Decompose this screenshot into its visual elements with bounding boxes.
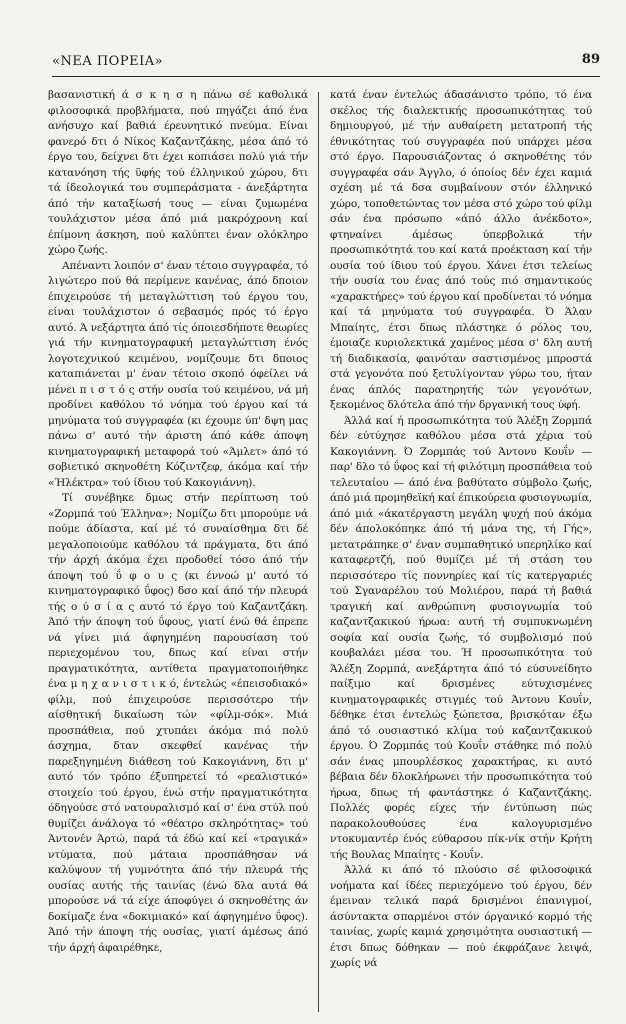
paragraph: Άλλά καί ή προσωπικότητα τού Άλέξη Ζορμπά δέν εύτύχησε καθόλου μέσα στά χέρια τού Κακογιάννη. Ό Ζορμπάς τού Άντονυ Κουΐν — παρ' δλο τό ΰφος καί τή φιλότιμη προσπάθεια τού τελευταίου — άπό ένα βαθύτατο σύμβολο ζωής, άπό μιά προμηθεϊκή καί έπικούρεια φυσιογνωμία, άπό μιά «άκατέργαστη μεγάλη ψυχή πού άκόμα δέν άπολοκόπηκε άπό τή μάνα της, τή Γής», μετατράπηκε σ' έναν συμπαθητικό υπερηλίκο καί καταφερτζή, πού θυμίζει μέ τή στάση του περισσότερο τίς ποννηρίες καί τίς κατεργαριές τού Σγαναρέλου τού Μολιέρου, παρά τή βαθιά τραγική καί ανθρώπινη φυσιογνωμία τού καζαντζακικού ήρωα: αυτή τή συμπυκνωμένη σοφία καί ουσία ζωής, τό συμβολισμό πού κουβαλάει μέσα του. Ή προσωπικότητα τού Άλέξη Ζορμπά, ανεξάρτητα άπό τό εύσυνείδητο παίξιμο καί δρισμένες εύτυχισμένες κινηματογραφικές στιγμές τού Άντονυ Κουΐν, δέθηκε έτσι έντελώς ξώπετσα, βρισκόταν έξω άπό τό ουσιαστικό κλίμα τού καζαντζακικού έργου. Ό Ζορμπάς τού Κουΐν στάθηκε πιό πολύ σάν ένας μπουρλέσκος χαρακτήρας, κι αυτό βέβαια δέν δλοκλήρωνει τήν προσωπικότητα τού ήρωα, δπως τή φαντάστηκε ό Καζαντζάκης. Πολλές φορές είχες τήν έντύπωση πώς παρακολουθούσες ένα καλογυρισμένο ντοκυμαντέρ ένός εύθαρσου πίκ-νίκ στήν Κρήτη τής Βουλας Μπαίητς - Κουΐν. — [330, 414, 592, 861]
header-rule — [52, 76, 600, 77]
running-head — [52, 44, 600, 74]
paragraph: Άλλά κι άπό τό πλούσιο σέ φιλοσοφικά νοήματα καί ίδέες περιεχόμενο τού έργου, δέν έμειναν τελικά παρά δρισμένοι έπανιγμοί, άσύντακτα σπαρμένοι στόν όργανικό κορμό τής ταινίας, χωρίς καμιά χρησιμότητα ουσιαστική — έτσι δπως δόθηκαν — πού έκφράζανε λειψά, χωρίς νά — [330, 864, 592, 969]
paragraph: Τί συνέβηκε δμως στήν περίπτωση τού «Ζορμπά τού Έλληνα»; Νομίζω δτι μπορούμε νά πούμε άδίαστα, καί μέ τό συναίσθημα δτι δέ μεγαλοποιούμε καθόλου τά πράγματα, δτι άπό τήν άρχή άκόμα έχει προδοθεί τόσο άπό τήν άποψη τού ΰ φ ο υ ς (κι έννοώ μ' αυτό τό κινηματογραφικό ΰφος) δσο καί άπό τήν πλευρά τής ο ύ σ ί α ς αυτό τό έργο τού Καζαντζάκη. Άπό τήν άποψη τού ΰφους, γιατί ένώ θά έπρεπε νά γίνει μιά άφηγημένη παρουσίαση τού περιεχομένου του, δπως καί είναι στήν πραγματικότητα, αντίθετα πραγματοποιήθηκε ένα μ η χ α ν ι σ τ ι κ ό, έντελώς «έπεισοδιακό» φίλμ, πού έπιχειρούσε περισσότερο τήν αίσθητική δικαίωση τών «φίλμ-σόκ». Μιά προσπάθεια, πού χτυπάει άκόμα πιό πολύ άσχημα, δταν σκεφθεί κανένας τήν παρεξηγημένη διάθεση τού Κακογιάννη, δτι μ' αυτό τόν τρόπο έξυπηρετεί τό «ρεαλιστικό» στοιχείο τού έργου, ένώ στήν πραγματικότητα όδηγούσε στό νατουραλισμό καί σ' ένα στύλ πού θυμίζει άνάλογα τό «θέατρο σκληρότητας» τού Άντονέν Άρτώ, παρά τά έδώ καί κεί «τραγικά» ντύματα, πού μάταια προσπάθησαν νά καλύψουν τή γυμνότητα άπό τήν πλευρά τής ουσίας αυτής τής ταινίας (ένώ δλα αυτά θά μπορούσε νά τά είχε άποφύγει ό σκηνοθέτης άν δοκίμαζε ένα «δοκιμιακό» καί άφηγημένο ΰφος). Άπό τήν άποψη τής ουσίας, γιατί άμέσως άπό τήν άρχή άφαιρέθηκε, — [48, 492, 308, 954]
journal-title: «ΝΕΑ ΠΟΡΕΙΑ» — [52, 54, 164, 69]
column-rule — [318, 92, 319, 1012]
page-number: 89 — [581, 52, 600, 67]
left-column — [48, 88, 308, 956]
paragraph: βασανιστική ά σ κ η σ η πάνω σέ καθολικά φιλοσοφικά προβλήματα, πού πηγάζει άπό ένα ανήσυχο καί βαθιά έρευνητικό πνεύμα. Είναι φανερό δτι ό Νίκος Καζαντζάκης, μέσα άπό τό έργο του, δείχνει δτι έχει κοπιάσει πολύ γιά τήν κατανόηση τής ϋφής τού έλληνικού χώρου, δτι τά ίδεολογικά του συμπεράσματα - άνεξάρτητα άπό τήν καταξίωσή τους — είναι ζυμωμένα τουλάχιστον μέσα άπό μιά μακρόχρονη καί έπίμονη άσκηση, πού καλύπτει έναν ολόκληρο χώρο ζωής. — [48, 89, 308, 256]
paragraph: Απέναντι λοιπόν σ' έναν τέτοιο συγγραφέα, τό λιγώτερο πού θά περίμενε κανένας, άπό δποιον έπιχειρούσε τή μεταγλώττιση τού έργου του, είναι τουλάχιστον ό σεβασμός πρός τό έργο αυτό. Ά νεξάρτητα άπό τίς όποιεσδήποτε θεωρίες γιά τήν κινηματογραφική μεταγλώττιση ένός λογοτεχνικού κειμένου, νομίζουμε δτι δποιος καταπιάνεται μ' έναν τέτοιο σκοπό όφείλει νά μένει π ι σ τ ό ς στήν ουσία τού κειμένου, νά μή προδίνει καθόλου τό νόημα τού έργου καί τά μηνύματα τού συγγραφέα (κι έχουμε ύπ' δψη μας πάνω σ' αυτό τήν άριστη άπό κάθε άποψη κινηματογραφική μεταφορά τού «Άμλετ» άπό τό σοβιετικό σκηνοθέτη Κόζιντζεφ, άκόμα καί τήν «Ήλέκτρα» τού ίδιου τού Κακογιάννη). — [48, 259, 308, 489]
paragraph: κατά έναν έντελώς άδασάνιστο τρόπο, τό ένα σκέλος τής διαλεκτικής προσωπικότητας τού δημιουργού, μέ τήν αυθαίρετη μετατροπή τής έθνικότητας τού συγγραφέα πού υπάρχει μέσα στό έργο. Παρουσιάζοντας ό σκηνοθέτης τόν συγγραφέα σάν Άγγλο, ό όποίος δέν έχει καμιά σχέση μέ τά δσα συμβαίνουν στόν έλληνικό χώρο, τοποθετώντας τον μέσα στό χώρο τού φίλμ σάν ένα πρόσωπο «άπό άλλο άνέκδοτο», φτηναίνει άμέσως ύπερβολικά τήν προσωπικότητά του καί κατά προέκταση καί τήν ουσία τού ίδιου τού έργου. Χάνει έτσι τελείως τήν ουσία του ένας άπό τούς πιό σημαντικούς «χαρακτήρες» τού έργου καί προδίνεται τό νόημα καί τά μηνύματα τού συγγραφέα. Ό Άλαν Μπαίητς, έτσι δπως πλάστηκε ό ρόλος του, έμοιαζε κυριολεκτικά χαμένος μέσα σ' δλη αυτή τή διαδικασία, φαινόταν σαστισμένος μπροστά στά γεγονότα πού ξετυλίγονταν γύρω του, ήταν ένας άπλός παρατηρητής τών γεγονότων, ξεκομένος δλότελα άπό τήν δργανική τους ύφή. — [330, 89, 592, 411]
right-column — [330, 88, 592, 972]
